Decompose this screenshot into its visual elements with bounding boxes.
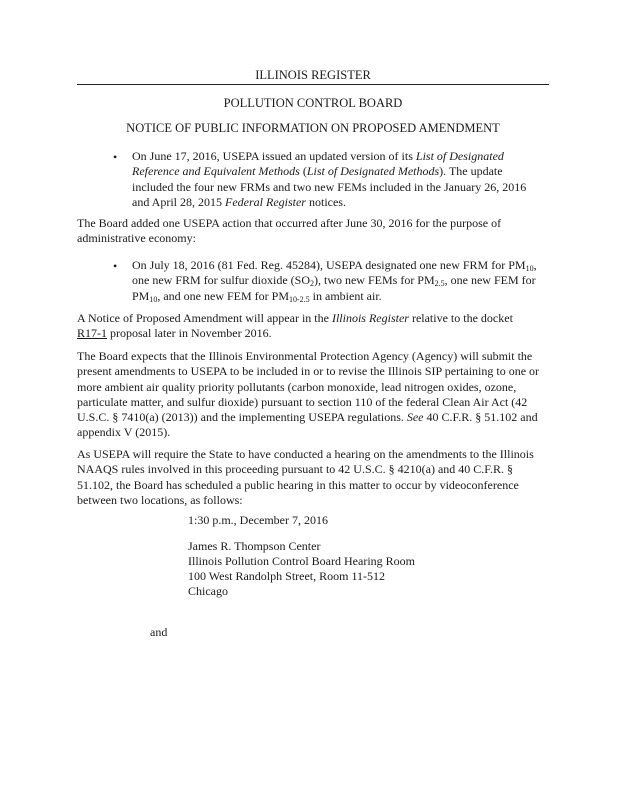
paragraph-administrative-economy: The Board added one USEPA action that occurred after June 30, 2016 for the purpose of administrative economy: <box>77 216 502 246</box>
hearing-city: Chicago <box>188 584 228 598</box>
paragraph-agency-submission: The Board expects that the Illinois Environmental Protection Agency (Agency) will submit the present amendments to USEPA to be included in or to revise the Illinois SIP pertaining to one or more ambient air quality priority pollutants (carbon monoxide, lead nitrogen oxides, ozone, particulate matter, and sulfur dioxide) pursuant to section 110 of the federal Clean Air Act (42 U.S.C. § 7410(a) (2013)) and the implementing USEPA regulations. See 40 C.F.R. § 51.102 and appendix V (2015). <box>77 349 540 440</box>
paragraph-hearing-schedule: As USEPA will require the State to have conducted a hearing on the amendments to the Illinois NAAQS rules involved in this proceeding pursuant to 42 U.S.C. § 4210(a) and 40 C.F.R. § 51.102, the Board has scheduled a public hearing in this matter to occur by videoconference between two locations, as follows: <box>77 447 534 507</box>
hearing-place: James R. Thompson Center <box>188 539 321 553</box>
register-title: ILLINOIS REGISTER <box>77 68 549 85</box>
hearing-address: 100 West Randolph Street, Room 11-512 <box>188 569 386 583</box>
board-title: POLLUTION CONTROL BOARD <box>223 96 403 110</box>
paragraph-notice-of-proposed-amendment: A Notice of Proposed Amendment will appear in the Illinois Register relative to the docket R17-1 proposal later in November 2016. <box>77 311 513 341</box>
bullet-paragraph-1: On June 17, 2016, USEPA issued an updated version of its List of Designated Reference and Equivalent Methods (List of Designated Methods). The update included the four new FRMs and two new FEMs included in the January 26, 2016 and April 28, 2015 Federal Register notices. <box>132 149 527 209</box>
conjunction-and: and <box>150 625 168 639</box>
bullet-marker: • <box>113 259 118 273</box>
hearing-time: 1:30 p.m., December 7, 2016 <box>188 513 328 527</box>
bullet-marker: • <box>113 150 118 164</box>
notice-title: NOTICE OF PUBLIC INFORMATION ON PROPOSED AMENDMENT <box>126 121 500 135</box>
bullet-paragraph-2: On July 18, 2016 (81 Fed. Reg. 45284), USEPA designated one new FRM for $PM_{10}$, one new FRM for sulfur dioxide $(SO_2)$, two new FEMs for $PM_{2.5}$, one new FEM for $PM_{10}$, and one new FEM for $PM_{10-2.5}$ in ambient air. <box>132 258 537 304</box>
hearing-room: Illinois Pollution Control Board Hearing Room <box>188 554 415 568</box>
